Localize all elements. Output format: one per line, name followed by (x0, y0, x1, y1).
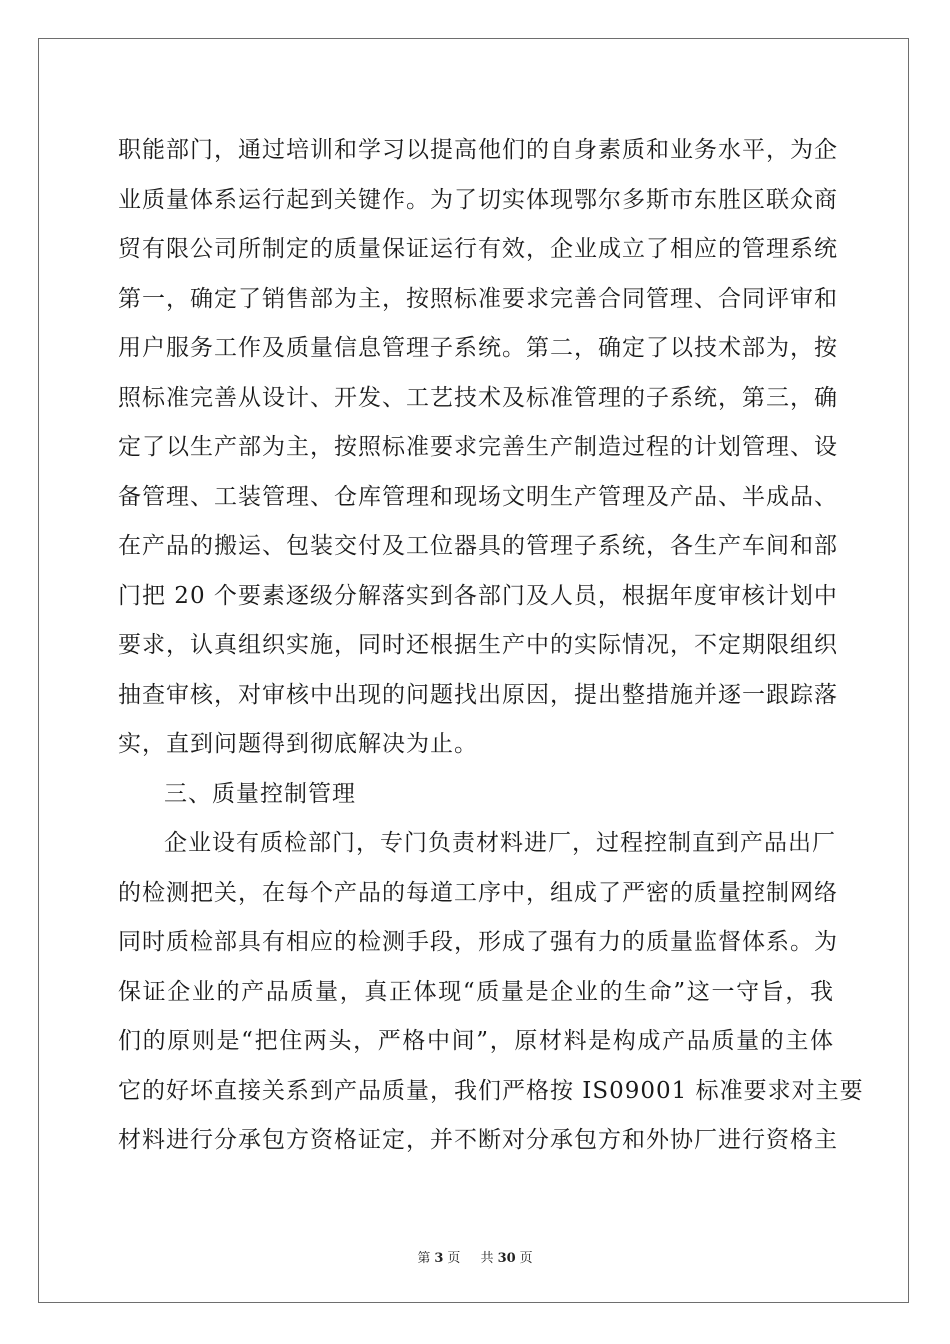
page-number (413, 1251, 464, 1266)
text-line: 要求，认真组织实施，同时还根据生产中的实际情况，不定期限组织 (118, 632, 838, 658)
text-line: 用户服务工作及质量信息管理子系统。第二，确定了以技术部为，按 (118, 335, 838, 361)
text-line: 企业设有质检部门，专门负责材料进厂，过程控制直到产品出厂 (164, 830, 836, 856)
text-line: 第一，确定了销售部为主，按照标准要求完善合同管理、合同评审和 (118, 285, 838, 312)
text-line: 定了以生产部为主，按照标准要求完善生产制造过程的计划管理、设 (118, 434, 838, 460)
text-line: 们的原则是“把住两头，严格中间”，原材料是构成产品质量的主体 (118, 1028, 834, 1054)
page-prefix: 第 (417, 1251, 431, 1266)
section-heading: 三、质量控制管理 (164, 780, 356, 807)
text-line: 门把 20 个要素逐级分解落实到各部门及人员，根据年度审核计划中 (118, 582, 838, 609)
text-line: 它的好坏直接关系到产品质量，我们严格按 IS09001 标准要求对主要 (118, 1077, 864, 1104)
text-line: 备管理、工装管理、仓库管理和现场文明生产管理及产品、半成品、 (118, 483, 838, 510)
text-line: 同时质检部具有相应的检测手段，形成了强有力的质量监督体系。为 (118, 929, 838, 955)
paragraph-1 (118, 126, 838, 770)
text-line: 职能部门，通过培训和学习以提高他们的自身素质和业务水平，为企 (118, 137, 838, 163)
total-prefix: 共 (480, 1251, 494, 1266)
text-line: 照标准完善从设计、开发、工艺技术及标准管理的子系统，第三，确 (118, 384, 838, 411)
text-line: 业质量体系运行起到关键作。为了切实体现鄂尔多斯市东胜区联众商 (118, 186, 838, 213)
page-current: 3 (434, 1251, 444, 1266)
text-line: 在产品的搬运、包装交付及工位器具的管理子系统，各生产车间和部 (118, 533, 838, 559)
text-line: 实，直到问题得到彻底解决为止。 (118, 731, 478, 757)
text-line: 贸有限公司所制定的质量保证运行有效，企业成立了相应的管理系统 (118, 236, 838, 262)
paragraph-2 (118, 819, 864, 1166)
total-count: 30 (497, 1251, 516, 1266)
document-body (118, 126, 864, 1166)
text-line: 材料进行分承包方资格证定，并不断对分承包方和外协厂进行资格主 (118, 1127, 838, 1153)
text-line: 的检测把关，在每个产品的每道工序中，组成了严密的质量控制网络 (118, 879, 838, 906)
text-line: 抽查审核，对审核中出现的问题找出原因，提出整措施并逐一跟踪落 (118, 681, 838, 708)
page-footer (0, 1247, 950, 1266)
text-line: 保证企业的产品质量，真正体现“质量是企业的生命”这一守旨，我 (118, 978, 834, 1005)
total-suffix: 页 (519, 1251, 533, 1266)
page-total (477, 1251, 537, 1266)
page-suffix: 页 (447, 1251, 461, 1266)
